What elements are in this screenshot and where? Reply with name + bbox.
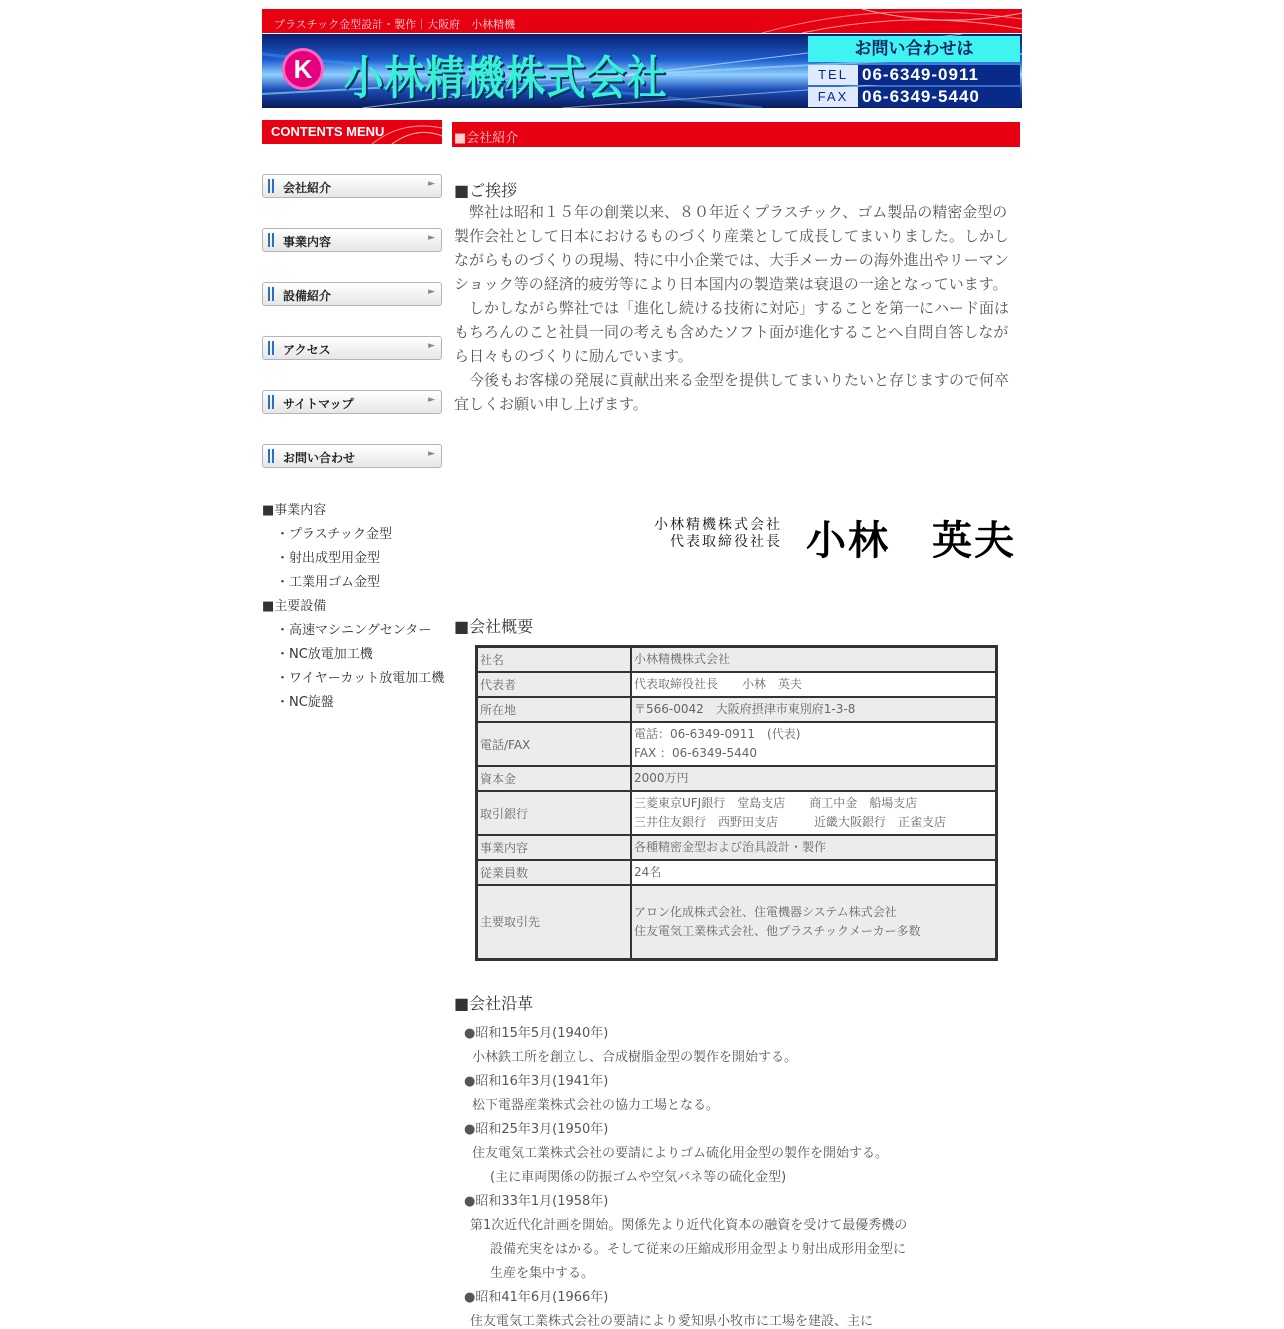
signature-title: 代表取締役社長 bbox=[670, 534, 782, 550]
table-row bbox=[477, 672, 997, 697]
history-text: 生産を集中する。 bbox=[490, 1266, 595, 1281]
row-key: 従業員数 bbox=[477, 860, 632, 885]
history-date: ●昭和41年6月(1966年) bbox=[464, 1290, 609, 1305]
contact-heading: お問い合わせは bbox=[808, 36, 1020, 62]
table-row bbox=[477, 885, 997, 959]
row-value-line: 住友電気工業株式会社、他プラスチックメーカー多数 bbox=[634, 923, 921, 938]
table-row bbox=[477, 835, 997, 860]
nav-label: 事業内容 bbox=[283, 235, 332, 249]
signature-company-block bbox=[614, 517, 782, 551]
menu-bar-icon bbox=[272, 179, 274, 193]
row-value: 24名 bbox=[631, 860, 997, 885]
arrow-right-icon: ► bbox=[428, 233, 435, 243]
table-row bbox=[477, 697, 997, 722]
company-profile-table bbox=[475, 645, 998, 961]
side-link-nc-edm[interactable]: ・NC放電加工機 bbox=[276, 647, 373, 662]
menu-bar-icon bbox=[268, 449, 270, 463]
menu-bar-icon bbox=[268, 233, 270, 247]
tel-number: 06-6349-0911 bbox=[862, 65, 979, 84]
president-signature bbox=[614, 511, 1024, 564]
row-value-line: 電話：06-6349-0911 (代表) bbox=[634, 727, 801, 741]
contents-menu-heading bbox=[262, 120, 442, 144]
row-value bbox=[631, 791, 997, 835]
header-banner bbox=[262, 34, 1022, 108]
history-text: 松下電器産業株式会社の協力工場となる。 bbox=[472, 1098, 720, 1113]
nav-equipment[interactable] bbox=[262, 282, 442, 306]
company-name: 小林精機株式会社 bbox=[344, 51, 668, 105]
history-text: (主に車両関係の防振ゴムや空気バネ等の硫化金型) bbox=[490, 1170, 787, 1185]
row-value: 代表取締役社長 小林 英夫 bbox=[631, 672, 997, 697]
tel-row bbox=[808, 65, 1020, 85]
side-link-wire-edm[interactable]: ・ワイヤーカット放電加工機 bbox=[276, 671, 445, 686]
page-title-bar bbox=[452, 122, 1020, 147]
row-key: 事業内容 bbox=[477, 835, 632, 860]
tel-label: TEL bbox=[808, 65, 858, 85]
history-text: 住友電気工業株式会社の要請によりゴム硫化用金型の製作を開始する。 bbox=[472, 1146, 889, 1161]
row-value bbox=[631, 722, 997, 766]
table-row bbox=[477, 766, 997, 791]
menu-bar-icon bbox=[272, 287, 274, 301]
nav-label: お問い合わせ bbox=[283, 451, 356, 465]
row-value-line: FAX ：06-6349-5440 bbox=[634, 746, 758, 760]
nav-label: 会社紹介 bbox=[283, 181, 332, 195]
menu-bar-icon bbox=[272, 341, 274, 355]
history-text: 住友電気工業株式会社の要請により愛知県小牧市に工場を建設、主に bbox=[470, 1314, 874, 1329]
arrow-right-icon: ► bbox=[428, 341, 435, 351]
contact-box bbox=[808, 36, 1020, 106]
row-value: 各種精密金型および治具設計・製作 bbox=[631, 835, 997, 860]
side-link-machining-center[interactable]: ・高速マシニングセンター bbox=[276, 623, 432, 638]
history-text: 第1次近代化計画を開始。関係先より近代化資本の融資を受けて最優秀機の bbox=[470, 1218, 908, 1233]
row-key: 主要取引先 bbox=[477, 885, 632, 959]
page-title: ■会社紹介 bbox=[454, 131, 519, 146]
side-link-rubber-mold[interactable]: ・工業用ゴム金型 bbox=[276, 575, 381, 590]
menu-heading-label: CONTENTS MENU bbox=[271, 124, 385, 139]
history-date: ●昭和16年3月(1941年) bbox=[464, 1074, 609, 1089]
row-value: 〒566-0042 大阪府摂津市東別府1-3-8 bbox=[631, 697, 997, 722]
history-text: 小林鉄工所を創立し、合成樹脂金型の製作を開始する。 bbox=[472, 1050, 798, 1065]
row-key: 所在地 bbox=[477, 697, 632, 722]
menu-bar-icon bbox=[272, 395, 274, 409]
table-row bbox=[477, 722, 997, 766]
history-title: ■会社沿革 bbox=[454, 994, 534, 1013]
history-date: ●昭和15年5月(1940年) bbox=[464, 1026, 609, 1041]
signature-company: 小林精機株式会社 bbox=[654, 517, 782, 533]
nav-label: アクセス bbox=[283, 343, 331, 357]
nav-business[interactable] bbox=[262, 228, 442, 252]
row-key: 資本金 bbox=[477, 766, 632, 791]
side-heading-equipment: ■主要設備 bbox=[262, 599, 327, 614]
site-tagline: プラスチック金型設計・製作｜大阪府 小林精機 bbox=[274, 18, 516, 31]
row-key: 代表者 bbox=[477, 672, 632, 697]
arrow-right-icon: ► bbox=[428, 179, 435, 189]
row-key: 電話/FAX bbox=[477, 722, 632, 766]
side-link-nc-lathe[interactable]: ・NC旋盤 bbox=[276, 695, 334, 710]
signature-name: 小林 英夫 bbox=[806, 517, 1016, 564]
nav-contact[interactable] bbox=[262, 444, 442, 468]
menu-bar-icon bbox=[268, 179, 270, 193]
nav-label: 設備紹介 bbox=[283, 289, 332, 303]
menu-bar-icon bbox=[268, 341, 270, 355]
arrow-right-icon: ► bbox=[428, 287, 435, 297]
row-key: 取引銀行 bbox=[477, 791, 632, 835]
tagline-bar bbox=[262, 9, 1022, 33]
side-link-plastic-mold[interactable]: ・プラスチック金型 bbox=[276, 527, 392, 542]
menu-bar-icon bbox=[272, 449, 274, 463]
greeting-paragraph: しかしながら弊社では「進化し続ける技術に対応」することを第一にハード面はもちろんのこと社員一同の考えも含めたソフト面が進化することへ自問自答しながら日々ものづくりに励んでいます。 bbox=[454, 299, 1010, 365]
nav-label: サイトマップ bbox=[283, 397, 354, 411]
side-link-injection-mold[interactable]: ・射出成型用金型 bbox=[276, 551, 381, 566]
nav-access[interactable] bbox=[262, 336, 442, 360]
fax-label: FAX bbox=[808, 87, 858, 107]
row-value bbox=[631, 885, 997, 959]
nav-sitemap[interactable] bbox=[262, 390, 442, 414]
fax-row bbox=[808, 87, 1020, 107]
greeting-paragraph: 今後もお客様の発展に貢献出来る金型を提供してまいりたいと存じますので何卒宜しくお願い申し上げます。 bbox=[454, 371, 1010, 413]
nav-company-intro[interactable] bbox=[262, 174, 442, 198]
side-heading-business: ■事業内容 bbox=[262, 503, 327, 518]
history-date: ●昭和25年3月(1950年) bbox=[464, 1122, 609, 1137]
row-value-line: 三井住友銀行 西野田支店 近畿大阪銀行 正雀支店 bbox=[634, 815, 947, 829]
fax-number: 06-6349-5440 bbox=[862, 87, 980, 106]
table-row bbox=[477, 647, 997, 673]
row-key: 社名 bbox=[477, 647, 632, 673]
row-value: 2000万円 bbox=[631, 766, 997, 791]
arrow-right-icon: ► bbox=[428, 449, 435, 459]
menu-bar-icon bbox=[272, 233, 274, 247]
greeting-paragraph: 弊社は昭和１５年の創業以来、８０年近くプラスチック、ゴム製品の精密金型の製作会社として日本におけるものづくり産業として成長してまいりました。しかしながらものづくりの現場、特に中小企業では、大手メーカーの海外進出やリーマンショック等の経済的疲労等により日本国内の製造業は衰退の一途となっています。 bbox=[454, 203, 1010, 293]
greeting-body bbox=[454, 200, 1016, 416]
history-date: ●昭和33年1月(1958年) bbox=[464, 1194, 609, 1209]
greeting-title: ■ご挨拶 bbox=[454, 181, 518, 200]
table-row bbox=[477, 860, 997, 885]
arrow-right-icon: ► bbox=[428, 395, 435, 405]
row-value: 小林精機株式会社 bbox=[631, 647, 997, 673]
row-value-line: アロン化成株式会社、住電機器システム株式会社 bbox=[634, 904, 897, 919]
row-value-line: 三菱東京UFJ銀行 堂島支店 商工中金 船場支店 bbox=[634, 796, 918, 810]
company-logo-icon: K bbox=[282, 48, 324, 90]
profile-title: ■会社概要 bbox=[454, 617, 534, 636]
history-text: 設備充実をはかる。そして従来の圧縮成形用金型より射出成形用金型に bbox=[490, 1242, 907, 1257]
menu-bar-icon bbox=[268, 395, 270, 409]
menu-bar-icon bbox=[268, 287, 270, 301]
table-row bbox=[477, 791, 997, 835]
